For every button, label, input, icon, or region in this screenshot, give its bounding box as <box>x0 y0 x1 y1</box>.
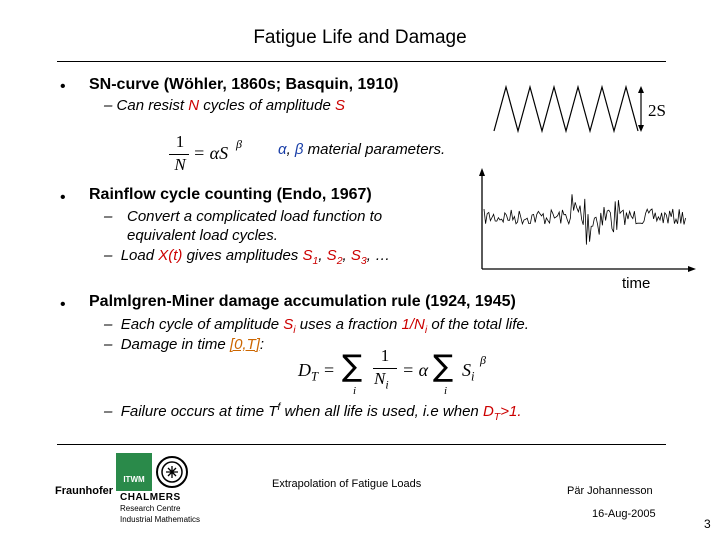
material-params <box>278 141 445 158</box>
eq-sum-index-2: i <box>444 385 448 397</box>
miner-sub2-b: : <box>259 336 265 353</box>
param-sep: , <box>286 141 295 158</box>
chalmers-emblem-icon <box>155 453 189 491</box>
plot-y-arrow <box>479 168 485 176</box>
load-X: X(t) <box>158 247 183 264</box>
bullet-marker: • <box>60 189 66 206</box>
sn-N: N <box>188 97 200 114</box>
arrow-head-down <box>638 125 644 132</box>
miner-sub2 <box>104 336 264 353</box>
plot-x-arrow <box>688 266 696 272</box>
random-load-plot <box>470 165 700 277</box>
ellipsis: , … <box>366 247 391 264</box>
load-text-b: gives amplitudes <box>182 247 303 264</box>
dash: – <box>104 316 113 333</box>
eq-sum-1: ∑ <box>342 349 363 384</box>
arrow-head-up <box>638 86 644 93</box>
damage-DT: $D_T$ <box>482 403 501 423</box>
research-centre-text: Research Centre <box>120 504 181 513</box>
miner-sub3-b: when all life is used, i.e when <box>280 403 483 420</box>
miner-sub1-b: uses a fraction <box>295 316 402 333</box>
slide-title: Fatigue Life and Damage <box>253 27 467 48</box>
bullet-marker: • <box>60 78 66 95</box>
sn-text-a: Can resist <box>116 97 189 114</box>
param-alpha: α <box>278 141 287 158</box>
title-divider <box>57 61 666 62</box>
failure-time: $T^f$ <box>268 401 281 420</box>
sn-subitem <box>104 97 345 114</box>
miner-sub3 <box>104 401 522 423</box>
eq-sum-2: ∑ <box>433 349 454 384</box>
dash: – <box>104 336 113 353</box>
bullet-rainflow: Rainflow cycle counting (Endo, 1967) <box>89 186 372 203</box>
formula-numerator: 1 <box>175 132 185 151</box>
formula-denominator: N <box>174 155 186 174</box>
eq-denominator: $N_i$ <box>374 369 389 392</box>
time-range: [0,T] <box>229 336 260 353</box>
formula-rhs: = αS <box>193 143 229 163</box>
itwm-logo <box>116 453 152 491</box>
formula-exponent: β <box>236 137 242 151</box>
miner-Si: $S_i$ <box>283 316 296 336</box>
amplitude-label-2s: 2S <box>648 101 666 120</box>
footer-divider <box>57 444 666 445</box>
rainflow-sub1-line1: Convert a complicated load function to <box>127 208 383 225</box>
miner-sub1-c: of the total life. <box>427 316 529 333</box>
load-text-a: Load <box>120 247 159 264</box>
comma: , <box>342 247 351 264</box>
eq-equals-1: = <box>324 360 335 380</box>
dash: – <box>104 97 113 114</box>
miner-sub3-c: >1. <box>500 403 522 420</box>
rainflow-sub1-line2: equivalent load cycles. <box>127 227 278 244</box>
footer-author: Pär Johannesson <box>567 485 653 497</box>
bullet-palmgren-miner: Palmlgren-Miner damage accumulation rule (1924, 1945) <box>89 293 516 310</box>
amp-S1: $S_1$ <box>302 247 319 267</box>
amp-S3: $S_3$ <box>350 247 367 267</box>
param-rest: material parameters. <box>303 141 446 158</box>
rainflow-sub2 <box>104 247 390 267</box>
amp-S2: $S_2$ <box>326 247 343 267</box>
sn-S: S <box>334 97 345 114</box>
dash: – <box>104 247 113 264</box>
dash: – <box>104 208 113 225</box>
footer-presentation-title: Extrapolation of Fatigue Loads <box>272 478 422 490</box>
fraunhofer-logo: Fraunhofer <box>55 485 114 497</box>
industrial-math-text: Industrial Mathematics <box>120 515 201 524</box>
page-number: 3 <box>704 517 711 531</box>
miner-sub1-a: Each cycle of amplitude <box>120 316 284 333</box>
eq-S: $S_i$ <box>462 360 475 384</box>
miner-fraction: $1/N_i$ <box>401 316 428 336</box>
miner-sub1 <box>104 316 529 336</box>
bullet-marker: • <box>60 296 66 313</box>
dash: – <box>104 403 113 420</box>
load-signal-trace <box>484 194 686 244</box>
bullet-sn-curve: SN-curve (Wöhler, 1860s; Basquin, 1910) <box>89 76 399 93</box>
sn-text-b: cycles of amplitude <box>199 97 335 114</box>
eq-beta: β <box>480 353 486 367</box>
miner-sub3-a: Failure occurs at time <box>120 403 269 420</box>
eq-sum-index-1: i <box>353 385 357 397</box>
eq-equals-alpha: = α <box>402 360 429 380</box>
time-axis-label: time <box>622 275 651 292</box>
eq-D: $D_T$ <box>298 360 319 384</box>
zigzag-line <box>494 87 638 131</box>
eq-numerator: 1 <box>380 346 390 365</box>
chalmers-logo: CHALMERS <box>120 492 181 503</box>
itwm-logo-text: ITWM <box>123 475 145 484</box>
constant-amplitude-zigzag <box>488 83 668 135</box>
footer-date: 16-Aug-2005 <box>592 508 656 520</box>
miner-sub2-a: Damage in time <box>120 336 230 353</box>
param-beta: β <box>294 141 304 158</box>
comma: , <box>318 247 327 264</box>
